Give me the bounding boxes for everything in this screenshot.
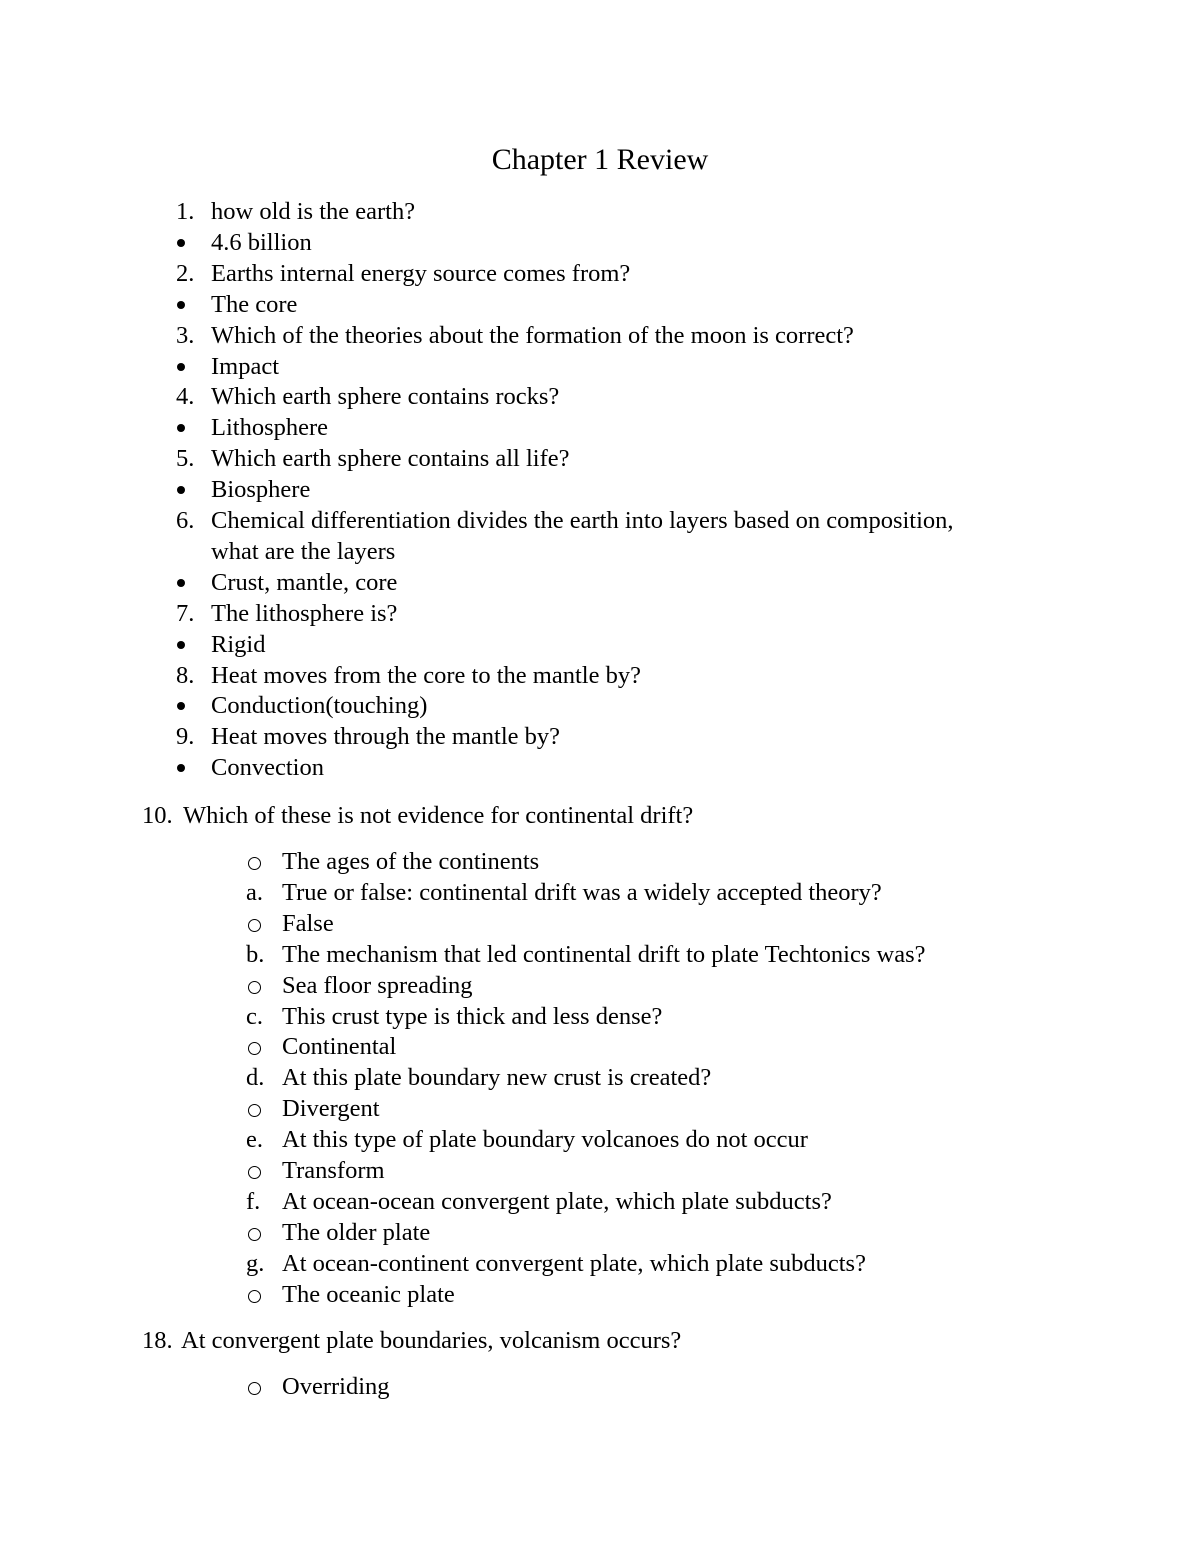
- question-item-text: Which of the theories about the formation of the moon is correct?: [211, 322, 854, 349]
- sub-answer-item-text: Continental: [282, 1033, 397, 1060]
- hollow-circle-bullet-icon: [248, 1166, 261, 1179]
- answer-item-text: Rigid: [211, 631, 266, 658]
- bullet-icon: [177, 702, 185, 710]
- sub-question-item-text: At this type of plate boundary volcanoes do not occur: [282, 1126, 808, 1153]
- question-item-text: Heat moves through the mantle by?: [211, 723, 561, 750]
- bullet-icon: [177, 764, 185, 772]
- hollow-circle-bullet-icon: [248, 919, 261, 932]
- answer-item-text: Convection: [211, 754, 324, 781]
- hollow-circle-bullet-icon: [248, 1104, 261, 1117]
- page-title: Chapter 1 Review: [491, 143, 709, 176]
- answer-item-text: The core: [211, 291, 298, 318]
- sub-question-letter: b.: [246, 941, 265, 968]
- question-number: 1.: [176, 198, 195, 225]
- hollow-circle-bullet-icon: [248, 981, 261, 994]
- sub-answer-item-text: The oceanic plate: [282, 1281, 455, 1308]
- sub-question-item-text: True or false: continental drift was a widely accepted theory?: [282, 879, 882, 906]
- answer-item-text: Biosphere: [211, 476, 311, 503]
- question-item-text: The lithosphere is?: [211, 600, 398, 627]
- question-item-text: Which earth sphere contains rocks?: [211, 383, 560, 410]
- sub-answer-item-text: False: [282, 910, 334, 937]
- question-number: 18.: [142, 1327, 173, 1354]
- bullet-icon: [177, 363, 185, 371]
- question-item-text: how old is the earth?: [211, 198, 416, 225]
- sub-question-letter: f.: [246, 1188, 261, 1215]
- sub-question-letter: g.: [246, 1250, 265, 1277]
- question-number: 2.: [176, 260, 195, 287]
- question-number: 9.: [176, 723, 195, 750]
- question-item-text: Which earth sphere contains all life?: [211, 445, 570, 472]
- answer-item-text: Impact: [211, 353, 280, 380]
- sub-question-letter: d.: [246, 1064, 265, 1091]
- answer-item-text: Crust, mantle, core: [211, 569, 398, 596]
- sub-answer-item-text: The ages of the continents: [282, 848, 540, 875]
- hollow-circle-bullet-icon: [248, 1382, 261, 1395]
- sub-question-item-text: At ocean-ocean convergent plate, which plate subducts?: [282, 1188, 832, 1215]
- question-text: At convergent plate boundaries, volcanism occurs?: [181, 1327, 682, 1354]
- answer-item-text: Conduction(touching): [211, 692, 428, 719]
- sub-answer-item-text: The older plate: [282, 1219, 431, 1246]
- sub-answer-item-text: Sea floor spreading: [282, 972, 473, 999]
- question-item-text: Heat moves from the core to the mantle by?: [211, 662, 641, 689]
- hollow-circle-bullet-icon: [248, 857, 261, 870]
- bullet-icon: [177, 486, 185, 494]
- sub-answer-item-text: Overriding: [282, 1373, 390, 1400]
- question-number: 5.: [176, 445, 195, 472]
- question-number: 3.: [176, 322, 195, 349]
- sub-question-item-text: At this plate boundary new crust is created?: [282, 1064, 712, 1091]
- question-number: 8.: [176, 662, 195, 689]
- sub-question-item-text: The mechanism that led continental drift to plate Techtonics was?: [282, 941, 926, 968]
- bullet-icon: [177, 301, 185, 309]
- bullet-icon: [177, 239, 185, 247]
- bullet-icon: [177, 641, 185, 649]
- question-number: 6.: [176, 507, 195, 534]
- answer-item-text: Lithosphere: [211, 414, 329, 441]
- answer-item-text: 4.6 billion: [211, 229, 312, 256]
- question-item-text: Chemical differentiation divides the earth into layers based on composition,: [211, 507, 954, 534]
- hollow-circle-bullet-icon: [248, 1228, 261, 1241]
- bullet-icon: [177, 579, 185, 587]
- hollow-circle-bullet-icon: [248, 1290, 261, 1303]
- sub-question-letter: c.: [246, 1003, 263, 1030]
- sub-question-item-text: At ocean-continent convergent plate, which plate subducts?: [282, 1250, 866, 1277]
- question-number: 10.: [142, 802, 173, 829]
- sub-question-letter: a.: [246, 879, 263, 906]
- question-number: 4.: [176, 383, 195, 410]
- question-text: Which of these is not evidence for continental drift?: [183, 802, 694, 829]
- bullet-icon: [177, 424, 185, 432]
- question-number: 7.: [176, 600, 195, 627]
- question-item-text: Earths internal energy source comes from?: [211, 260, 631, 287]
- sub-answer-item-text: Divergent: [282, 1095, 380, 1122]
- sub-answer-item-text: Transform: [282, 1157, 385, 1184]
- sub-question-letter: e.: [246, 1126, 263, 1153]
- hollow-circle-bullet-icon: [248, 1042, 261, 1055]
- question-continuation-text: what are the layers: [211, 538, 396, 565]
- sub-question-item-text: This crust type is thick and less dense?: [282, 1003, 663, 1030]
